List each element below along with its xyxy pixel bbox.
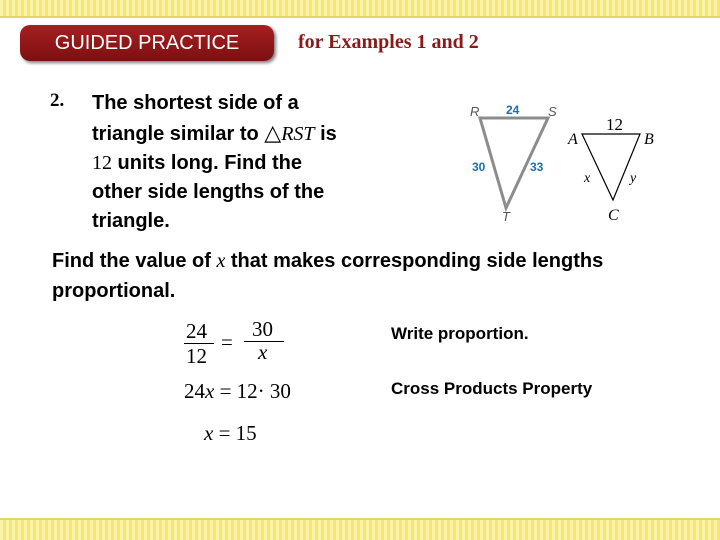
instruction-variable: x (216, 250, 226, 272)
result-value: = 15 (213, 421, 257, 445)
instruction-pre: Find the value of (52, 250, 217, 272)
side-bc-label: y (630, 171, 637, 186)
vertex-b-label: B (644, 131, 654, 148)
side-rt-label: 30 (472, 160, 486, 174)
examples-reference: for Examples 1 and 2 (298, 31, 479, 53)
vertex-r-label: R (470, 104, 480, 119)
vertex-t-label: T (502, 209, 510, 224)
result-equation (204, 421, 257, 446)
step-1-note: Write proportion. (391, 324, 529, 343)
problem-number: 2. (50, 90, 65, 111)
proportion-equals: = (221, 330, 233, 354)
triangle-abc-figure (560, 108, 660, 228)
top-decorative-band (0, 0, 720, 16)
triangle-symbol: △ (264, 120, 282, 145)
problem-line-3 (92, 149, 392, 178)
vertex-c-label: C (608, 207, 619, 224)
fraction-2-numerator: 30 (252, 317, 273, 341)
instruction-post: that makes corresponding side lengths proportional. (52, 250, 604, 302)
bottom-decorative-band (0, 520, 720, 540)
cross-dot: · (257, 379, 265, 403)
cross-rhs-2: 30 (264, 379, 291, 403)
problem-text (92, 89, 392, 236)
badge-label: GUIDED PRACTICE (54, 32, 240, 54)
problem-line-2 (92, 118, 392, 149)
side-rs-label: 24 (506, 103, 520, 117)
shortest-side-value: 12 (92, 152, 112, 174)
vertex-s-label: S (548, 104, 557, 119)
cross-lhs-number: 24 (184, 379, 205, 403)
cross-rhs: = 12 (214, 379, 258, 403)
problem-line-3-post: units long. Find the (112, 152, 302, 174)
side-st-label: 33 (530, 160, 544, 174)
side-ab-label: 12 (606, 115, 623, 134)
problem-line-4: other side lengths of the (92, 181, 325, 203)
cross-products-equation (184, 379, 291, 404)
problem-line-1: The shortest side of a (92, 92, 299, 114)
bottom-divider (0, 518, 720, 520)
problem-line-2-post: is (314, 123, 337, 145)
fraction-1-numerator: 24 (186, 319, 207, 343)
problem-line-2-pre: triangle similar to (92, 123, 265, 145)
result-variable: x (204, 421, 214, 445)
instruction-text (52, 246, 672, 306)
triangle-name: RST (281, 123, 315, 145)
side-ac-label: x (584, 171, 591, 186)
triangle-abc (582, 134, 640, 200)
fraction-2-denominator: x (258, 340, 268, 364)
problem-line-5: triangle. (92, 210, 170, 232)
guided-practice-badge (20, 25, 274, 61)
top-divider (0, 16, 720, 18)
fraction-1-denominator: 12 (186, 344, 207, 368)
triangle-rst-figure (440, 96, 570, 226)
step-2-note: Cross Products Property (391, 379, 593, 398)
vertex-a-label: A (568, 131, 578, 148)
cross-lhs-variable: x (205, 379, 215, 403)
